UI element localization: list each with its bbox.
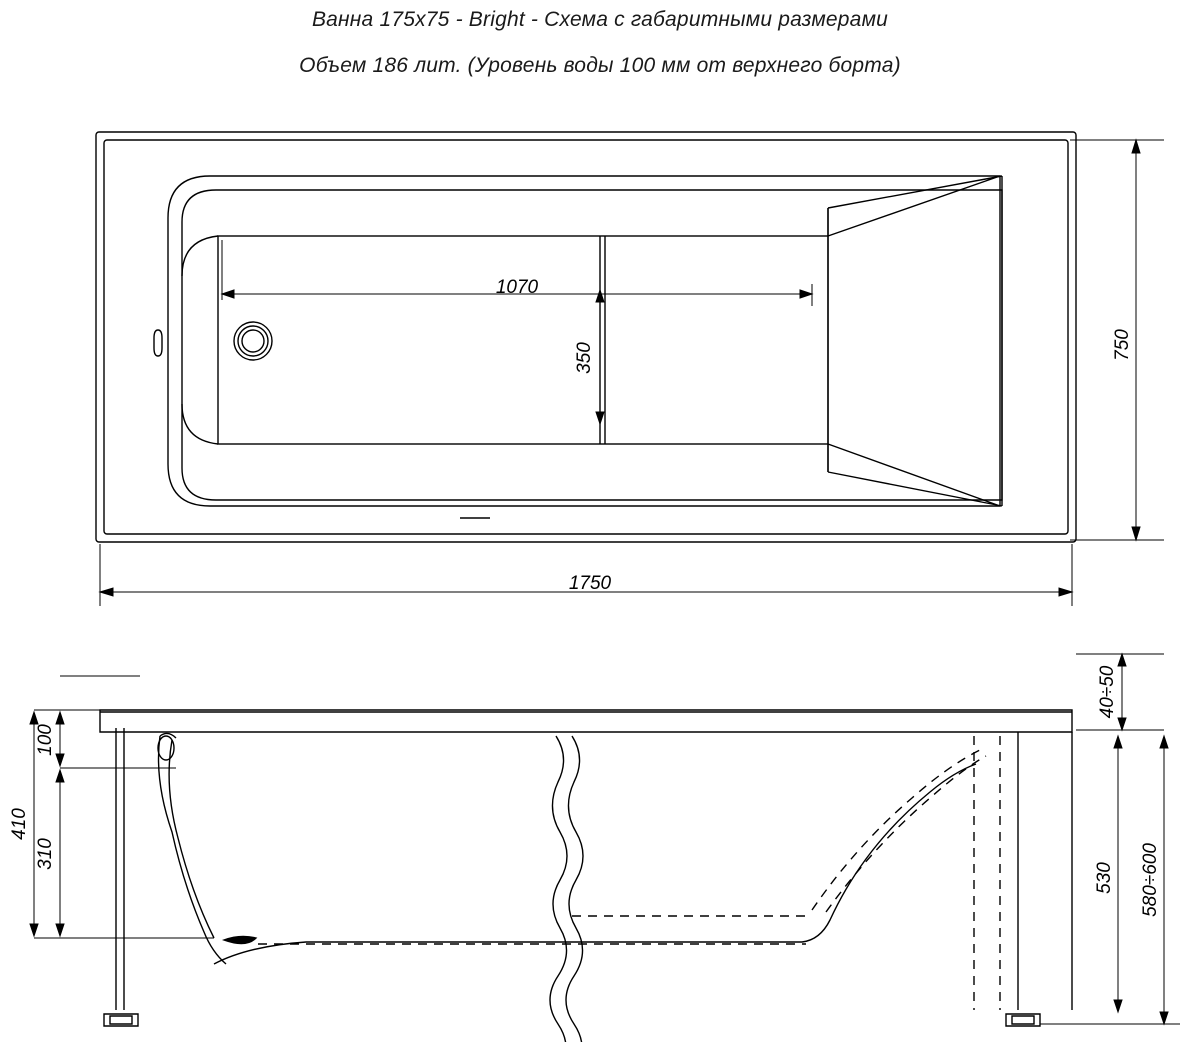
dim-label-1750: 1750 <box>568 573 612 594</box>
title-line-2: Объем 186 лит. (Уровень воды 100 мм от верхнего борта) <box>299 54 901 77</box>
dim-1750-arrow-right <box>1059 588 1072 596</box>
dim-410-arrow-top <box>30 712 38 724</box>
leg-right-foot-inner <box>1012 1016 1034 1024</box>
overflow-slot-icon <box>154 330 162 356</box>
dim-350-arrow-bottom <box>596 412 604 424</box>
dim-label-580600: 580÷600 <box>1140 843 1161 917</box>
bowl-corner-curve-top <box>182 236 218 276</box>
hidden-line-slope-2 <box>826 756 986 912</box>
dim-4050-arrow-bottom <box>1118 718 1126 730</box>
dim-410-arrow-bottom <box>30 924 38 936</box>
dim-label-100: 100 <box>35 724 56 756</box>
dim-label-1070: 1070 <box>495 277 539 298</box>
dim-label-350: 350 <box>574 342 595 374</box>
front-view-group <box>100 710 1072 1042</box>
bath-bottom-area <box>218 236 828 444</box>
drain-inner-circle <box>242 330 264 352</box>
dim-530-arrow-top <box>1114 736 1122 748</box>
title-line-1: Ванна 175x75 - Bright - Схема с габаритными размерами <box>311 8 889 31</box>
bath-bowl-outline <box>168 176 1000 506</box>
bath-rim-inner-edge <box>104 140 1068 534</box>
front-rim-slab <box>100 710 1072 732</box>
leg-left-foot-inner <box>110 1016 132 1024</box>
dim-350-arrow-top <box>596 290 604 302</box>
top-view-group <box>96 132 1076 542</box>
top-view-dimensions <box>100 140 1164 606</box>
dim-750-arrow-top <box>1132 140 1140 153</box>
dim-label-4050: 40÷50 <box>1097 665 1118 719</box>
backrest-slope-bottom <box>828 444 1002 506</box>
section-break-line <box>550 736 567 1042</box>
front-drain-mark <box>224 936 256 943</box>
bowl-profile-bottom <box>214 942 802 964</box>
front-overflow-oval <box>158 736 174 760</box>
dim-label-310: 310 <box>35 838 56 870</box>
dim-1070-arrow-right <box>800 290 812 298</box>
dim-530-arrow-bottom <box>1114 1000 1122 1012</box>
drain-outer-circle <box>234 322 272 360</box>
front-hidden-lines <box>258 736 1000 1010</box>
dim-1070-arrow-left <box>222 290 234 298</box>
dim-label-750: 750 <box>1112 329 1133 361</box>
dim-label-410: 410 <box>9 808 30 840</box>
backrest-slope-top <box>828 176 1002 236</box>
bowl-profile-right-rise <box>802 764 976 942</box>
dim-750-arrow-bottom <box>1132 527 1140 540</box>
dim-label-530: 530 <box>1094 862 1115 894</box>
bowl-corner-curve-bottom <box>182 404 218 444</box>
dim-310-arrow-bottom <box>56 924 64 936</box>
bowl-inner-left <box>169 740 214 938</box>
dim-310-arrow-top <box>56 770 64 782</box>
dim-1750-arrow-left <box>100 588 113 596</box>
dim-580600-arrow-bottom <box>1160 1012 1168 1024</box>
section-break-line-2 <box>566 736 583 1042</box>
dim-4050-arrow-top <box>1118 654 1126 666</box>
dim-100-arrow-bottom <box>56 754 64 766</box>
dim-580600-arrow-top <box>1160 736 1168 748</box>
front-legs <box>104 728 1040 1026</box>
dim-100-arrow-top <box>56 712 64 724</box>
